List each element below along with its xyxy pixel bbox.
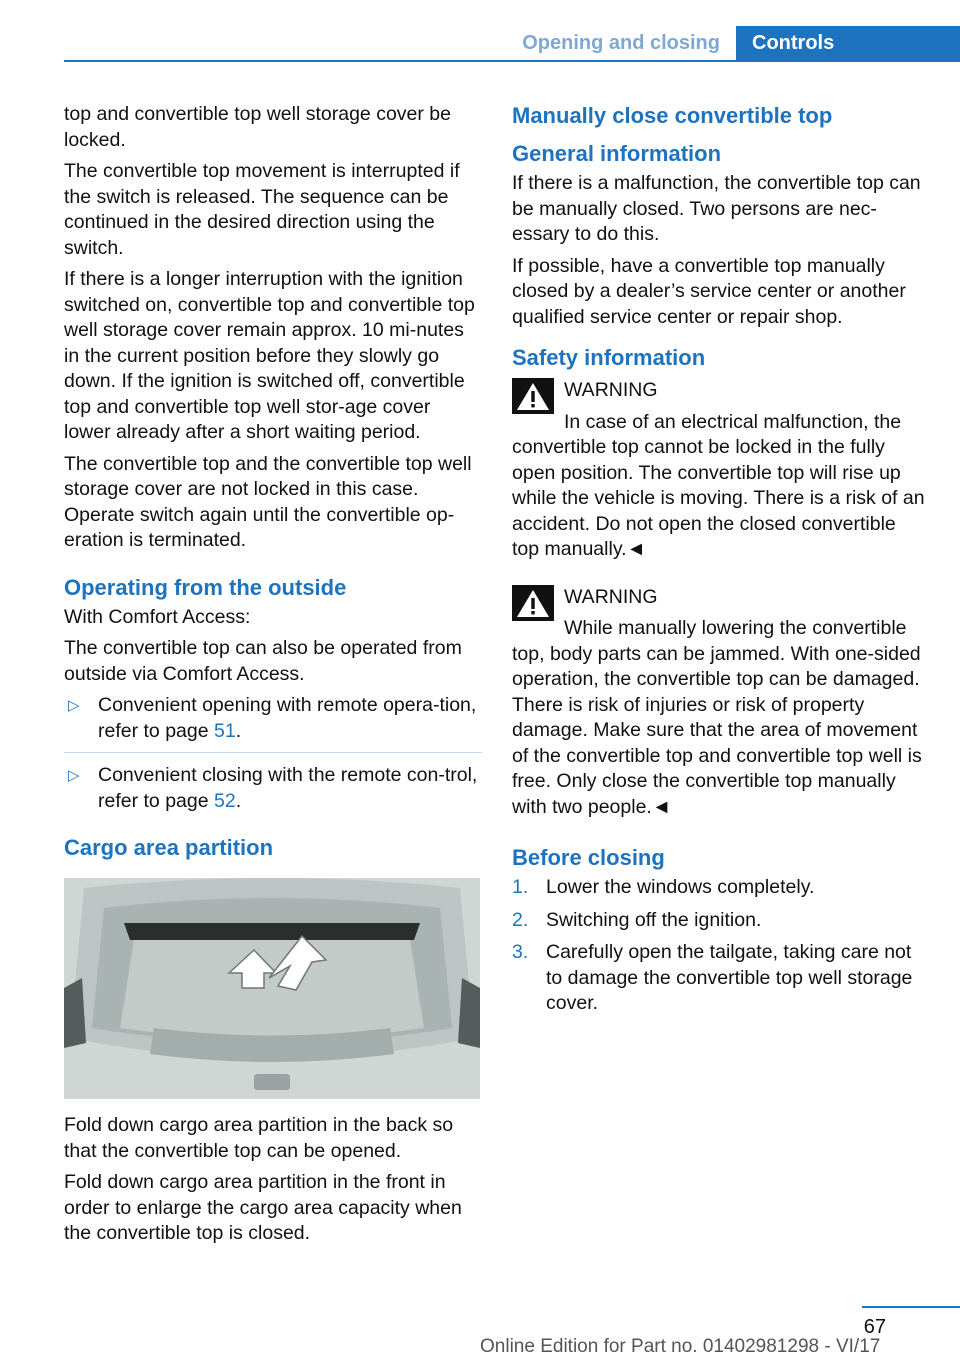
list-item: 2. Switching off the ignition.: [512, 908, 928, 934]
warning-triangle-icon: [512, 378, 554, 414]
paragraph: The convertible top and the convertible top well storage cover are not locked in this case. Operate switch again until the convertible op-eration is terminated.: [64, 452, 472, 551]
step-number: 3.: [512, 941, 529, 963]
steps-list: [512, 875, 928, 1017]
paragraph: If there is a longer interruption with the ignition switched on, convertible top and convertible top well storage cover remain approx. 10 mi-nutes in the current position before they slowly go down. If the ignition is switched off, convertible top and convertible top well stor-age cover lower already after a short waiting period.: [64, 268, 475, 443]
edition-note: Online Edition for Part no. 01402981298 - VI/17: [480, 1336, 881, 1357]
list-item: ▷ Convenient closing with the remote con-trol, refer to page 52.: [68, 764, 478, 812]
paragraph: Fold down cargo area partition in the front in order to enlarge the cargo area capacity when the convertible top is closed.: [64, 1171, 462, 1244]
paragraph: If possible, have a convertible top manually closed by a dealer’s service center or another qualified service center or repair shop.: [512, 254, 906, 328]
bullet-list: [64, 693, 482, 814]
step-number: 2.: [512, 908, 529, 931]
warning-text: While manually lowering the convertible top, body parts can be jammed. With one-sided operation, the convertible top can be damaged. There is risk of injuries or risk of property damage. Make sure that the area of movement of the convertible top and convertible top well is free. Only close the convertible top manually with two people.◄: [512, 617, 922, 818]
paragraph: top and convertible top well storage cover be locked.: [64, 103, 451, 151]
warning-text: In case of an electrical malfunction, the convertible top cannot be locked in the fully open position. The convertible top will rise up while the vehicle is moving. There is a risk of an accident. Do not open the closed convertible top manually.◄: [512, 410, 925, 560]
chapter-tab[interactable]: Controls: [736, 26, 960, 62]
page-link[interactable]: 51: [214, 719, 236, 742]
heading-safety-information: Safety information: [512, 345, 706, 370]
list-item: ▷ Convenient opening with remote opera-tion, refer to page 51.: [68, 694, 477, 742]
warning-block: [512, 378, 928, 563]
step-number: 1.: [512, 876, 529, 898]
triangle-bullet-icon: ▷: [68, 697, 80, 714]
trunk-image: [64, 878, 480, 1099]
warning-block: [512, 585, 928, 821]
header-rule: [64, 60, 960, 62]
warning-title: WARNING: [564, 379, 658, 401]
warning-triangle-icon: [512, 585, 554, 621]
page-number: 67: [863, 1316, 886, 1338]
heading-manual-close: Manually close convertible top: [512, 103, 833, 128]
page-header: [0, 0, 960, 62]
cargo-area-illustration: [64, 878, 480, 1099]
list-item: 1. Lower the windows completely.: [512, 875, 928, 901]
footer-rule: [862, 1306, 960, 1308]
heading-cargo-partition: Cargo area partition: [64, 835, 274, 860]
section-tab[interactable]: Opening and closing: [522, 32, 720, 54]
list-item: 3. Carefully open the tailgate, taking care not to damage the convertible top well storage cover.: [512, 941, 913, 1014]
paragraph: The convertible top movement is interrupted if the switch is released. The sequence can be continued in the desired direction using the switch.: [64, 160, 460, 259]
paragraph: With Comfort Access:: [64, 605, 251, 628]
paragraph: The convertible top can also be operated from outside via Comfort Access.: [64, 637, 462, 685]
paragraph: Fold down cargo area partition in the back so that the convertible top can be opened.: [64, 1114, 454, 1162]
warning-title: WARNING: [564, 585, 658, 608]
heading-before-closing: Before closing: [512, 845, 665, 870]
divider: [64, 752, 482, 753]
paragraph: If there is a malfunction, the convertible top can be manually closed. Two persons are nec-essary to do this.: [512, 172, 921, 245]
triangle-bullet-icon: ▷: [68, 767, 80, 784]
right-column: [512, 102, 928, 1024]
heading-operating-outside: Operating from the outside: [64, 574, 347, 600]
page-link[interactable]: 52: [214, 789, 236, 812]
left-column: [64, 102, 482, 1253]
heading-general-information: General information: [512, 141, 722, 166]
